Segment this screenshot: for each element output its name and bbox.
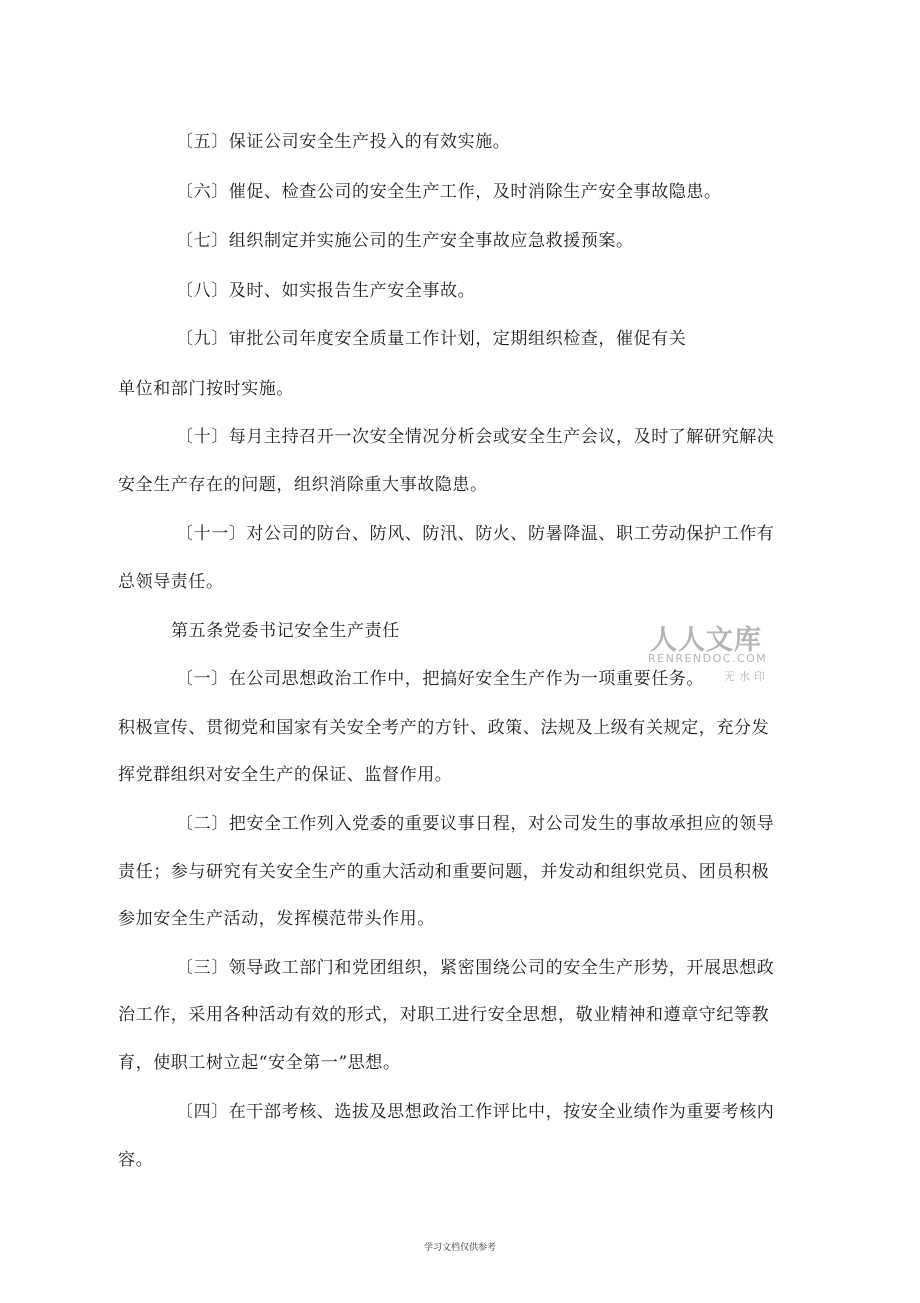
paragraph-line: 〔三〕领导政工部门和党团组织，紧密围绕公司的安全生产形势，开展思想政 — [176, 958, 775, 978]
paragraph-line: 挥党群组织对安全生产的保证、监督作用。 — [118, 765, 453, 785]
watermark-domain: RENRENDOC.COM — [648, 652, 768, 665]
watermark-logo — [646, 618, 776, 688]
paragraph-line: 治工作，采用各种活动有效的形式，对职工进行安全思想，敬业精神和遵章守纪等教 — [118, 1005, 770, 1025]
section-heading: 第五条党委书记安全生产责任 — [171, 621, 400, 641]
paragraph-line: 〔十〕每月主持召开一次安全情况分析会或安全生产会议，及时了解研究解决 — [176, 427, 775, 447]
paragraph-line: 总领导责任。 — [118, 572, 224, 592]
paragraph-line: 参加安全生产活动，发挥模范带头作用。 — [118, 909, 435, 929]
watermark-tag: 无水印 — [724, 670, 769, 683]
paragraph-line: 〔九〕审批公司年度安全质量工作计划，定期组织检查，催促有关 — [176, 329, 687, 349]
paragraph-line: 〔六〕催促、检查公司的安全生产工作，及时消除生产安全事故隐患。 — [176, 182, 722, 202]
paragraph-line: 〔四〕在干部考核、选拔及思想政治工作评比中，按安全业绩作为重要考核内 — [176, 1102, 775, 1122]
paragraph-line: 〔七〕组织制定并实施公司的生产安全事故应急救援预案。 — [176, 231, 634, 251]
page-footer: 学习文档仅供参考 — [423, 1243, 496, 1253]
paragraph-line: 〔五〕保证公司安全生产投入的有效实施。 — [176, 132, 511, 152]
paragraph-line: 〔八〕及时、如实报告生产安全事故。 — [176, 281, 476, 301]
paragraph-line: 容。 — [118, 1150, 154, 1170]
paragraph-line: 责任；参与研究有关安全生产的重大活动和重要问题，并发动和组织党员、团员积极 — [118, 862, 770, 882]
paragraph-line: 安全生产存在的问题，组织消除重大事故隐患。 — [118, 475, 488, 495]
watermark-title: 人人文库 — [650, 625, 762, 656]
paragraph-line: 单位和部门按时实施。 — [118, 379, 294, 399]
paragraph-line: 积极宣传、贯彻党和国家有关安全考产的方针、政策、法规及上级有关规定，充分发 — [118, 718, 770, 738]
paragraph-line: 〔一〕在公司思想政治工作中，把搞好安全生产作为一项重要任务。 — [176, 669, 704, 689]
paragraph-line: 〔二〕把安全工作列入党委的重要议事日程，对公司发生的事故承担应的领导 — [176, 814, 775, 834]
paragraph-line: 育，使职工树立起“安全第一”思想。 — [118, 1053, 401, 1073]
paragraph-line: 〔十一〕对公司的防台、防风、防汛、防火、防暑降温、职工劳动保护工作有 — [176, 524, 775, 544]
